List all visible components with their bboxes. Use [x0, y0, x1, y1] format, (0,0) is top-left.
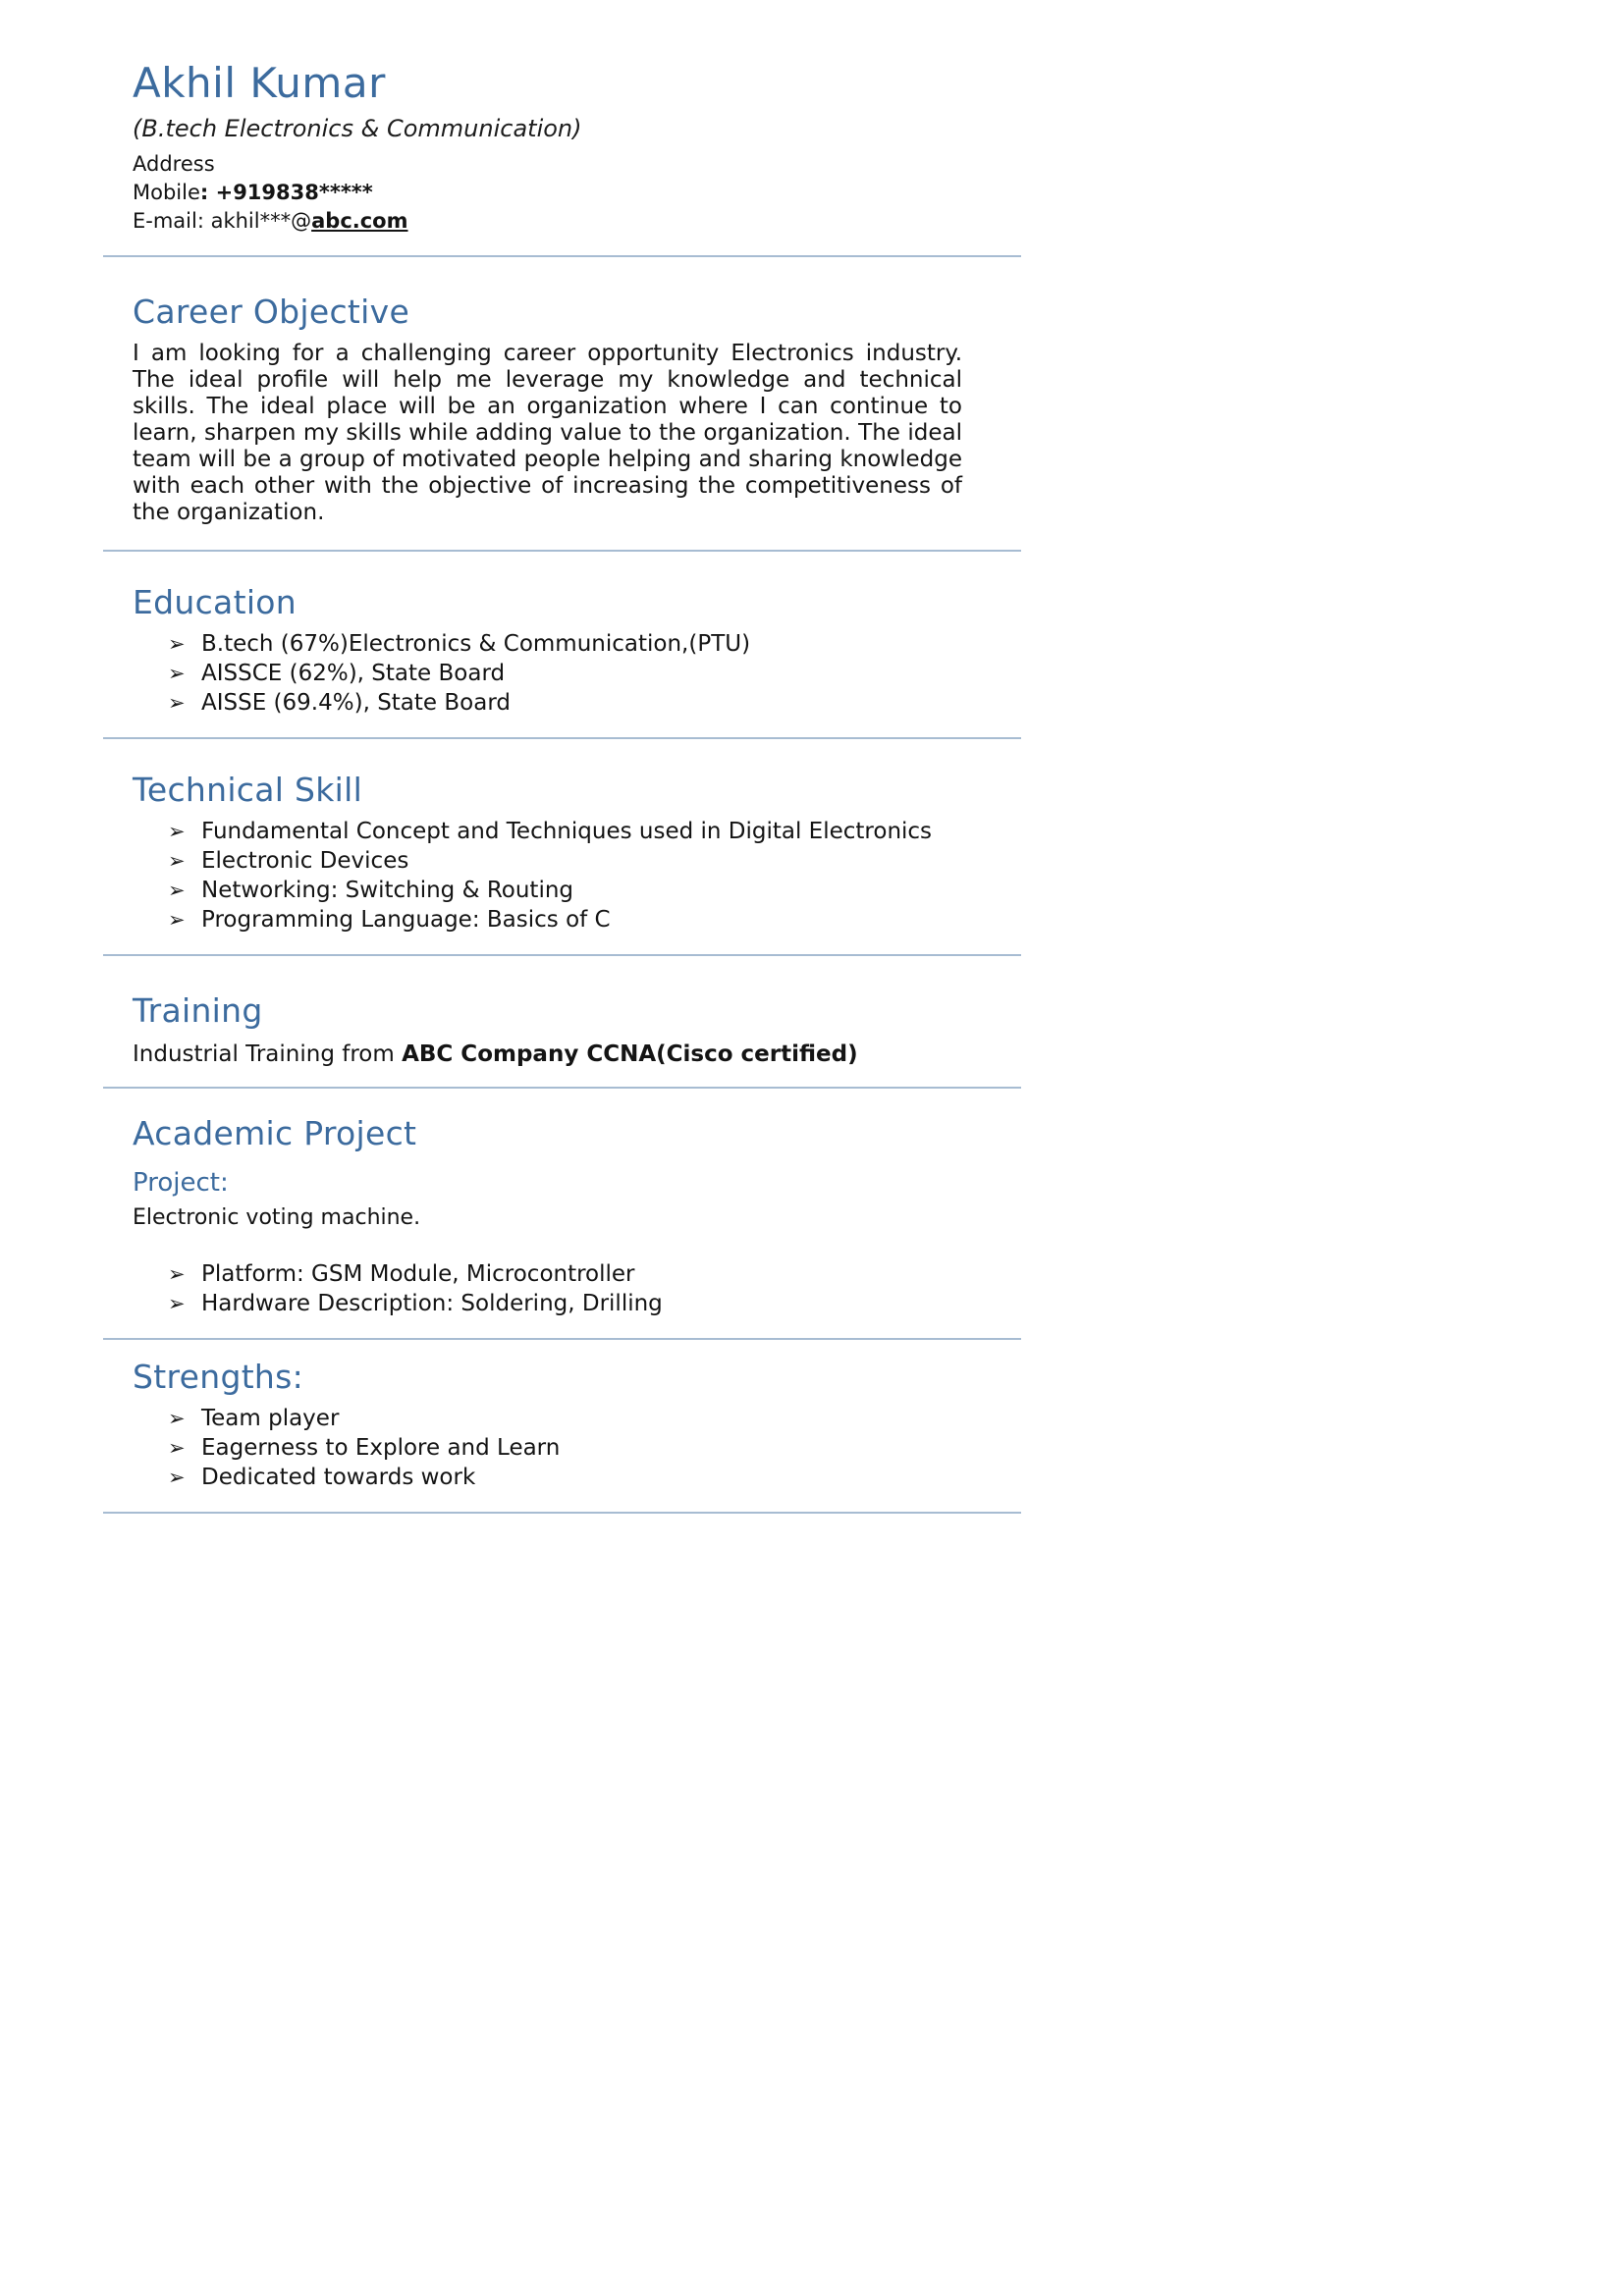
email-label: E-mail: akhil***@ [133, 209, 312, 233]
arrow-bullet-icon: ➢ [168, 662, 186, 685]
arrow-bullet-icon: ➢ [168, 1262, 186, 1286]
mobile-label: Mobile [133, 181, 200, 204]
strengths-list-item [133, 1463, 1021, 1492]
list-item-text: Networking: Switching & Routing [201, 878, 574, 903]
arrow-bullet-icon: ➢ [168, 1407, 186, 1430]
divider [103, 954, 1021, 956]
divider [103, 1512, 1021, 1514]
project-name: Electronic voting machine. [133, 1205, 421, 1230]
arrow-bullet-icon: ➢ [168, 908, 186, 932]
academic-project-list [133, 1259, 1021, 1318]
section-career-objective [133, 293, 1021, 526]
email-line [133, 207, 1021, 236]
training-line [133, 1041, 1021, 1067]
list-item-text: AISSCE (62%), State Board [201, 661, 506, 686]
list-item-text: Programming Language: Basics of C [201, 907, 611, 933]
list-item-text: Hardware Description: Soldering, Drilling [201, 1291, 663, 1316]
section-training [133, 991, 1021, 1067]
training-title: Training [133, 991, 263, 1030]
arrow-bullet-icon: ➢ [168, 691, 186, 715]
list-item-text: Team player [201, 1406, 340, 1431]
training-text-bold: ABC Company CCNA(Cisco certified) [402, 1041, 858, 1067]
arrow-bullet-icon: ➢ [168, 820, 186, 843]
list-item-text: Dedicated towards work [201, 1465, 476, 1490]
divider [103, 1087, 1021, 1089]
technical-skill-list-item [133, 876, 1021, 905]
list-item-text: AISSE (69.4%), State Board [201, 690, 511, 716]
training-text-prefix: Industrial Training from [133, 1041, 403, 1067]
technical-skill-list-item [133, 817, 1021, 846]
email-domain-link[interactable]: abc.com [311, 209, 408, 233]
list-item-text: Eagerness to Explore and Learn [201, 1435, 561, 1461]
divider [103, 255, 1021, 257]
education-list-item [133, 629, 1021, 659]
education-list-item [133, 659, 1021, 688]
strengths-list-item [133, 1404, 1021, 1433]
section-education [133, 583, 1021, 718]
education-list [133, 629, 1021, 718]
arrow-bullet-icon: ➢ [168, 1292, 186, 1315]
academic-project-title: Academic Project [133, 1114, 417, 1152]
arrow-bullet-icon: ➢ [168, 879, 186, 902]
technical-skill-list-item [133, 846, 1021, 876]
section-strengths [133, 1358, 1021, 1492]
resume-header [133, 59, 1021, 236]
list-item-text: Platform: GSM Module, Microcontroller [201, 1261, 635, 1287]
arrow-bullet-icon: ➢ [168, 1466, 186, 1489]
mobile-value: : +919838***** [199, 181, 373, 204]
arrow-bullet-icon: ➢ [168, 1436, 186, 1460]
divider [103, 1338, 1021, 1340]
list-item-text: B.tech (67%)Electronics & Communication,(PTU) [201, 631, 751, 657]
technical-skill-list-item [133, 905, 1021, 934]
academic-project-list-item [133, 1289, 1021, 1318]
address-line: Address [133, 152, 215, 176]
resume-content [133, 59, 1021, 1514]
candidate-name: Akhil Kumar [133, 59, 386, 107]
arrow-bullet-icon: ➢ [168, 849, 186, 873]
education-title: Education [133, 583, 297, 621]
divider [103, 550, 1021, 552]
project-subtitle: Project: [133, 1168, 229, 1198]
section-technical-skill [133, 771, 1021, 934]
strengths-list [133, 1404, 1021, 1492]
section-academic-project [133, 1114, 1021, 1318]
arrow-bullet-icon: ➢ [168, 632, 186, 656]
strengths-list-item [133, 1433, 1021, 1463]
technical-skill-list [133, 817, 1021, 934]
mobile-line [133, 179, 1021, 207]
list-item-text: Fundamental Concept and Techniques used in Digital Electronics [201, 819, 933, 844]
academic-project-list-item [133, 1259, 1021, 1289]
career-objective-title: Career Objective [133, 293, 410, 331]
divider [103, 737, 1021, 739]
degree-line: (B.tech Electronics & Communication) [133, 115, 582, 142]
career-objective-body: I am looking for a challenging career opportunity Electronics industry. The ideal profile will help me leverage my knowledge and technical skills. The ideal place will be an organization where I can continue to learn, sharpen my skills while adding value to the organization. The ideal team will be a group of motivated people helping and sharing knowledge with each other with the objective of increasing the competitiveness of the organization. [133, 341, 962, 525]
technical-skill-title: Technical Skill [133, 771, 363, 809]
list-item-text: Electronic Devices [201, 848, 409, 874]
education-list-item [133, 688, 1021, 718]
strengths-title: Strengths: [133, 1358, 304, 1396]
